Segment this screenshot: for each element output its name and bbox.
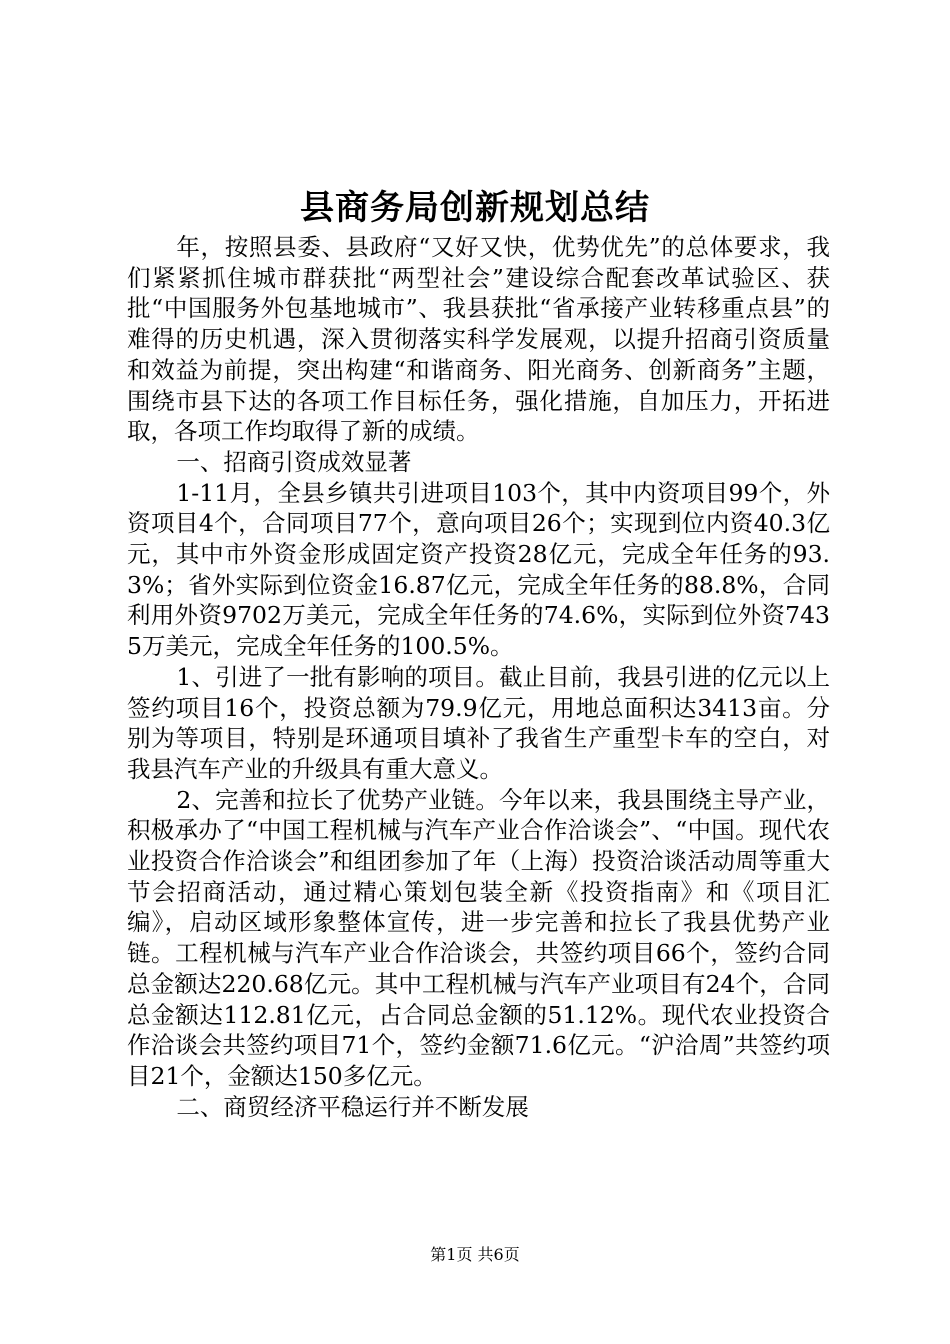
intro-paragraph: 年，按照县委、县政府“又好又快，优势优先”的总体要求，我们紧紧抓住城市群获批“两型社会”建设综合配套改革试验区、获批“中国服务外包基地城市”、我县获批“省承接产业转移重点县”的难得的历史机遇，深入贯彻落实科学发展观，以提升招商引资质量和效益为前提，突出构建“和谐商务、阳光商务、创新商务”主题，围绕市县下达的各项工作目标任务，强化措施，自加压力，开拓进取，各项工作均取得了新的成绩。: [127, 233, 830, 446]
projects-paragraph: 1、引进了一批有影响的项目。截止目前，我县引进的亿元以上签约项目16个，投资总额为79.9亿元，用地总面积达3413亩。分别为等项目，特别是环通项目填补了我省生产重型卡车的空白，对我县汽车产业的升级具有重大意义。: [127, 662, 830, 783]
section-heading-trade: 二、商贸经济平稳运行并不断发展: [176, 1092, 529, 1121]
page-footer: 第1页 共6页: [430, 1245, 520, 1264]
section-heading-investment: 一、招商引资成效显著: [176, 447, 412, 476]
document-title: 县商务局创新规划总结: [300, 188, 650, 228]
document-body: [127, 232, 830, 1122]
investment-stats-paragraph: 1-11月，全县乡镇共引进项目103个，其中内资项目99个，外资项目4个，合同项目77个，意向项目26个；实现到位内资40.3亿元，其中市外资金形成固定资产投资28亿元，完成全年任务的93.3%；省外实际到位资金16.87亿元，完成全年任务的88.8%，合同利用外资9702万美元，完成全年任务的74.6%，实际到位外资7435万美元，完成全年任务的100.5%。: [127, 478, 830, 661]
industry-chain-paragraph: 2、完善和拉长了优势产业链。今年以来，我县围绕主导产业，积极承办了“中国工程机械与汽车产业合作洽谈会”、“中国。现代农业投资合作洽谈会”和组团参加了年（上海）投资洽谈活动周等重大节会招商活动，通过精心策划包装全新《投资指南》和《项目汇编》，启动区域形象整体宣传，进一步完善和拉长了我县优势产业链。工程机械与汽车产业合作洽谈会，共签约项目66个，签约合同总金额达220.68亿元。其中工程机械与汽车产业项目有24个，合同总金额达112.81亿元，占合同总金额的51.12%。现代农业投资合作洽谈会共签约项目71个，签约金额71.6亿元。“沪洽周”共签约项目21个，金额达150多亿元。: [127, 785, 830, 1090]
